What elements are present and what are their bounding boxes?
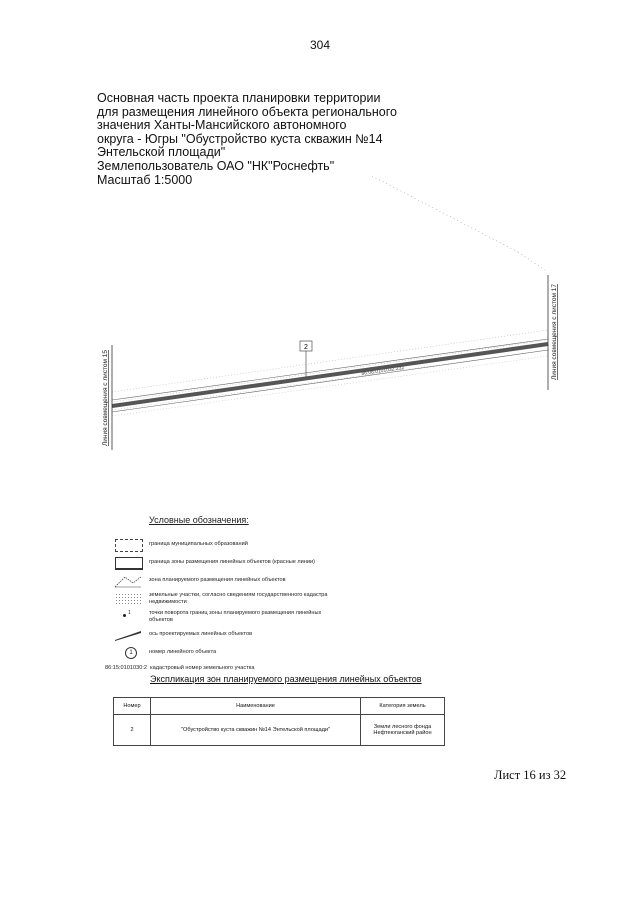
object-number-symbol: 1 [113, 646, 149, 660]
legend-title: Условные обозначения: [149, 515, 249, 525]
land-plot-strip [112, 330, 548, 402]
legend-item [105, 663, 343, 672]
sheet-number-footer: Лист 16 из 32 [494, 768, 567, 782]
explication-title: Экспликация зон планируемого размещения линейных объектов [150, 674, 422, 684]
title-line: Землепользователь ОАО "НК"Роснефть" [97, 158, 335, 173]
axis-symbol [113, 628, 149, 642]
legend-item-text: точки поворота границ зоны планируемого размещения линейных объектов [149, 610, 322, 623]
explication-table [113, 697, 445, 746]
municipal-boundary-line [518, 252, 548, 272]
legend-item [113, 555, 343, 570]
right-match-line-label: Линия совмещения с листом 17 [551, 283, 558, 381]
title-line: для размещения линейного объекта регионального [97, 104, 397, 119]
table-header-cell: Наименование [151, 698, 361, 715]
legend [105, 515, 343, 675]
corridor-label: 86:08:0101032:232 [361, 365, 405, 377]
municipal-boundary-line [372, 176, 518, 252]
land-plot-strip [112, 350, 548, 416]
legend-item [113, 645, 343, 660]
land-plots-symbol [113, 592, 149, 606]
legend-item-text: граница муниципальных образований [149, 541, 248, 548]
turning-point-symbol: 1 [113, 610, 149, 624]
table-row [114, 715, 445, 746]
legend-item [113, 609, 343, 624]
legend-item-text: кадастровый номер земельного участка [150, 664, 255, 671]
page-number: 304 [309, 38, 331, 52]
legend-item [113, 573, 343, 588]
table-header-row [114, 698, 445, 715]
category-line: Нефтеюганский район [373, 730, 432, 736]
table-cell-number: 2 [114, 715, 151, 746]
title-line: Масштаб 1:5000 [97, 172, 193, 187]
title-line: значения Ханты-Мансийского автономного [97, 118, 347, 133]
municipal-boundary-symbol [113, 538, 149, 552]
corridor-boundary-line [112, 339, 548, 400]
legend-item [113, 591, 343, 606]
legend-item-text: ось проектируемых линейных объектов [149, 631, 253, 638]
planned-zone-symbol [113, 574, 149, 588]
title-line: округа - Югры "Обустройство куста скважин №14 [97, 131, 383, 146]
legend-item [113, 537, 343, 552]
table-cell-name: "Обустройство куста скважин №14 Энтельской площади" [151, 715, 361, 746]
left-match-line-label: Линия совмещения с листом 15 [102, 349, 109, 447]
table-cell-category [361, 715, 445, 746]
object-marker-label: 2 [304, 344, 308, 351]
linear-object-axis [112, 344, 548, 406]
table-header-cell: Категория земель [361, 698, 445, 715]
legend-item [113, 627, 343, 642]
legend-item-text: номер линейного объекта [149, 649, 217, 656]
title-line: Основная часть проекта планировки территории [97, 91, 381, 105]
title-line: Энтельской площади" [97, 145, 226, 160]
legend-item-text: граница зоны размещения линейных объектов (красные линии) [149, 559, 315, 566]
table-header-cell: Номер [114, 698, 151, 715]
legend-item-text: зона планируемого размещения линейных объектов [149, 577, 286, 584]
legend-item-text: земельные участки, согласно сведениям государственного кадастра недвижимости [149, 592, 328, 605]
category-line: Земли лесного фонда [373, 724, 432, 730]
corridor-boundary-line [112, 350, 548, 412]
zone-boundary-symbol [113, 556, 149, 570]
cadastral-example: 86:15:0101030:2 [105, 664, 147, 671]
